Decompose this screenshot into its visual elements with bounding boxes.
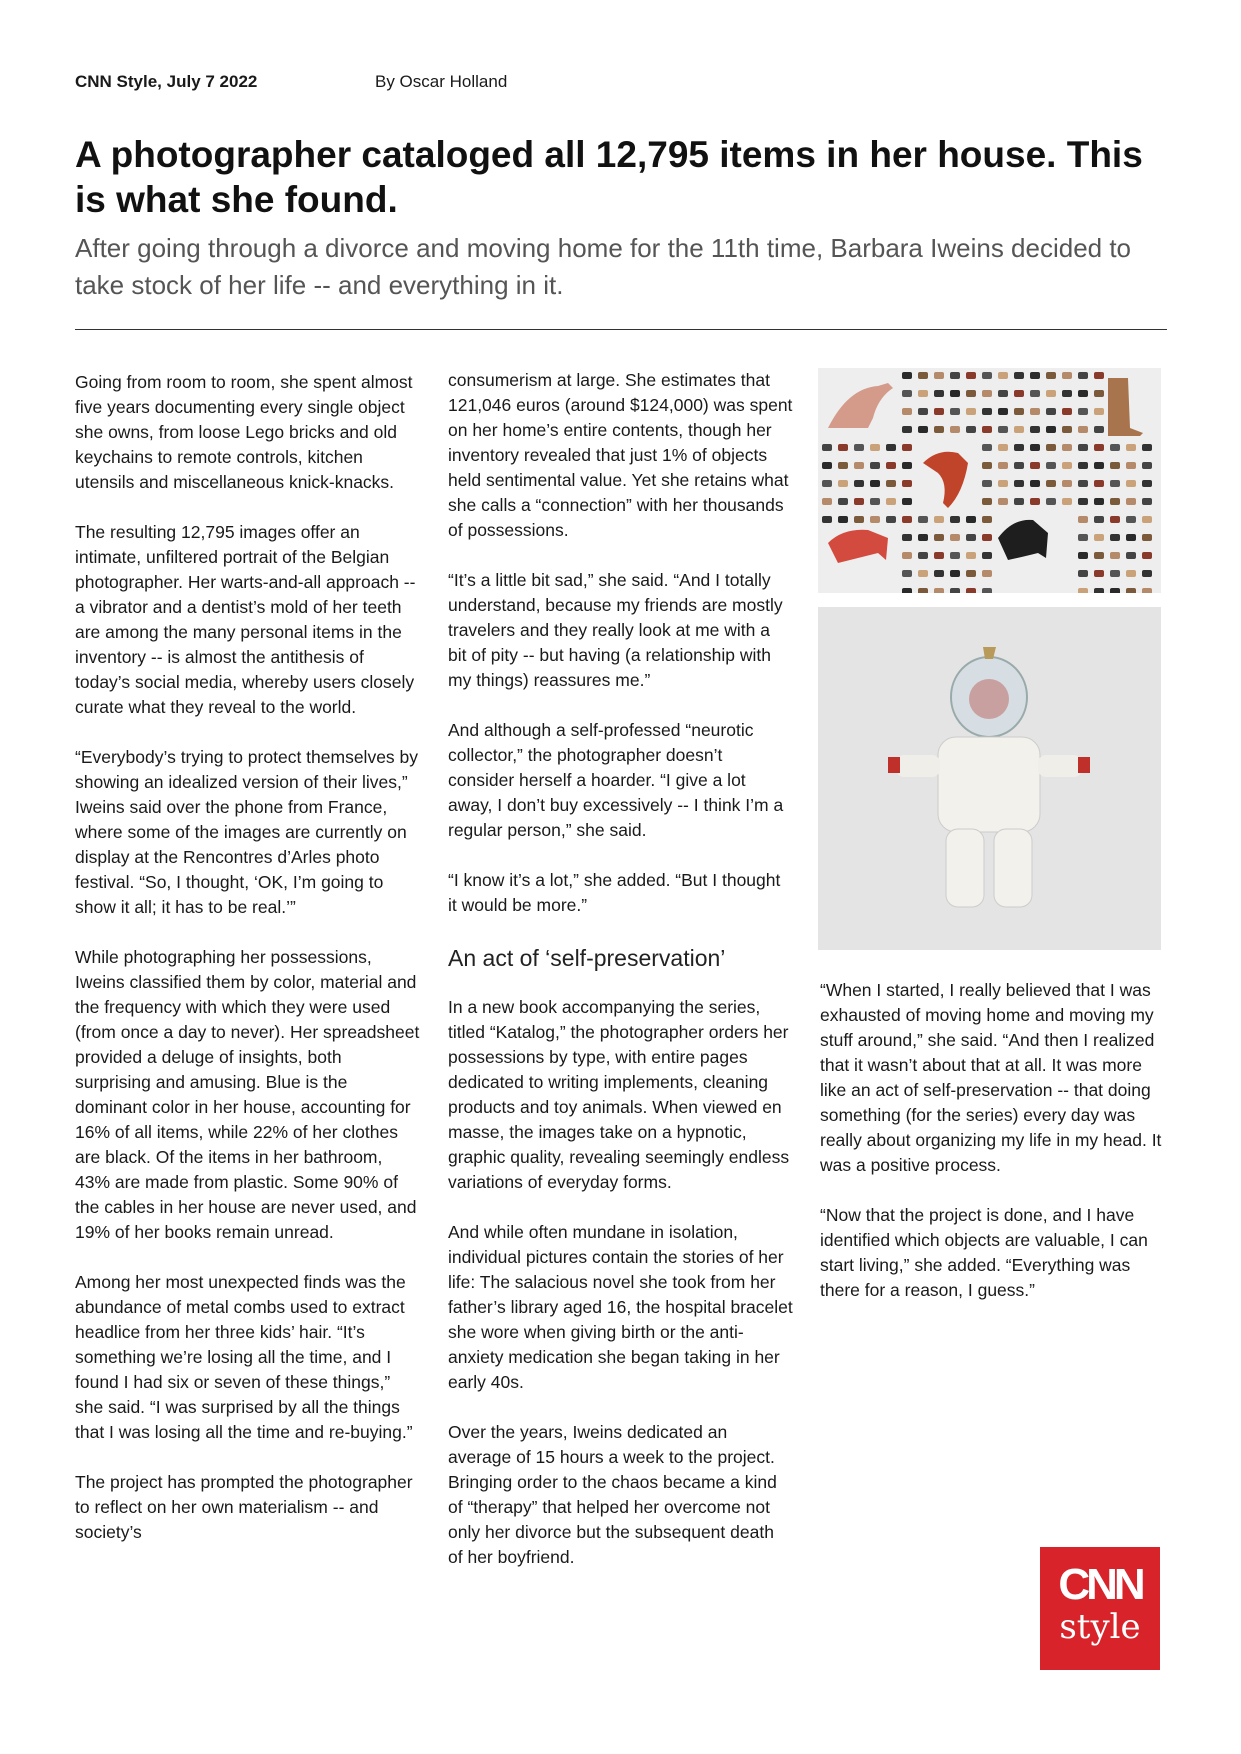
shoe-thumbnail xyxy=(870,516,880,523)
shoe-thumbnail xyxy=(982,444,992,451)
shoe-thumbnail xyxy=(1062,444,1072,451)
shoe-thumbnail xyxy=(1126,462,1136,469)
shoe-thumbnail xyxy=(1046,444,1056,451)
shoe-thumbnail xyxy=(950,534,960,541)
shoe-thumbnail xyxy=(1062,408,1072,415)
shoe-thumbnail xyxy=(1046,372,1056,379)
shoe-thumbnail xyxy=(950,570,960,577)
shoe-thumbnail xyxy=(854,480,864,487)
shoe-thumbnail xyxy=(838,498,848,505)
shoe-thumbnail xyxy=(1110,570,1120,577)
shoe-thumbnail xyxy=(1078,552,1088,559)
shoe-thumbnail xyxy=(950,372,960,379)
shoe-thumbnail xyxy=(982,588,992,593)
shoe-thumbnail xyxy=(886,480,896,487)
shoe-thumbnail xyxy=(982,480,992,487)
shoe-thumbnail xyxy=(1094,552,1104,559)
shoe-thumbnail xyxy=(934,426,944,433)
headline: A photographer cataloged all 12,795 items in her house. This is what she found. xyxy=(75,134,1143,220)
shoe-thumbnail xyxy=(1030,390,1040,397)
shoe-thumbnail xyxy=(1014,390,1024,397)
publication-date: CNN Style, July 7 2022 xyxy=(75,72,258,91)
shoe-thumbnail xyxy=(838,480,848,487)
shoe-thumbnail xyxy=(1110,498,1120,505)
shoe-thumbnail xyxy=(886,444,896,451)
shoe-thumbnail xyxy=(918,570,928,577)
shoe-thumbnail xyxy=(918,588,928,593)
shoe-thumbnail xyxy=(1030,462,1040,469)
shoe-thumbnail xyxy=(934,588,944,593)
shoe-thumbnail xyxy=(1014,426,1024,433)
paragraph: While photographing her possessions, Iweins classified them by color, material and the frequency with which they were used (from once a day to never). Her spreadsheet provided a deluge of insights, both surprising and amusing. Blue is the dominant color in her house, accounting for 16% of all items, while 22% of her clothes are black. Of the items in her bathroom, 43% are made from plastic. Some 90% of the cables in her house are never used, and 19% of her books remain unread. xyxy=(75,947,420,1242)
shoe-thumbnail xyxy=(982,498,992,505)
shoe-thumbnail xyxy=(1142,480,1152,487)
shoe-thumbnail xyxy=(966,552,976,559)
cnn-style-logo xyxy=(1040,1547,1160,1670)
shoe-thumbnail xyxy=(1094,480,1104,487)
shoe-thumbnail xyxy=(1094,426,1104,433)
shoe-thumbnail xyxy=(870,462,880,469)
shoe-thumbnail xyxy=(1078,426,1088,433)
shoe-thumbnail xyxy=(1126,444,1136,451)
shoe-thumbnail xyxy=(998,462,1008,469)
shoe-thumbnail xyxy=(1126,498,1136,505)
shoe-thumbnail xyxy=(854,516,864,523)
shoe-thumbnail xyxy=(902,426,912,433)
shoe-thumbnail xyxy=(902,516,912,523)
paragraph: “I know it’s a lot,” she added. “But I thought it would be more.” xyxy=(448,870,781,915)
shoe-thumbnail xyxy=(950,516,960,523)
shoe-thumbnail xyxy=(966,588,976,593)
divider xyxy=(75,329,1167,330)
shoe-thumbnail xyxy=(1030,444,1040,451)
shoe-thumbnail xyxy=(1110,516,1120,523)
shoe-thumbnail xyxy=(838,462,848,469)
shoe-thumbnail xyxy=(1014,480,1024,487)
shoe-thumbnail xyxy=(1126,570,1136,577)
shoe-thumbnail xyxy=(1094,498,1104,505)
shoe-thumbnail xyxy=(966,408,976,415)
shoe-thumbnail xyxy=(902,408,912,415)
shoe-thumbnail xyxy=(982,426,992,433)
paragraph: “Everybody’s trying to protect themselves by showing an idealized version of their lives,” Iweins said over the phone from France, where some of the images are currently on display at the Rencontres d’Arles photo festival. “So, I thought, ‘OK, I’m going to show it all; it has to be real.’” xyxy=(75,747,419,917)
shoe-thumbnail xyxy=(934,408,944,415)
shoe-thumbnail xyxy=(1078,570,1088,577)
paragraph: Among her most unexpected finds was the abundance of metal combs used to extract headlice from her three kids’ hair. “It’s something we’re losing all the time, and I found I had six or seven of these things,” she said. “I was surprised by all the things that I was losing all the time and re-buying.” xyxy=(75,1272,413,1442)
shoe-thumbnail xyxy=(950,588,960,593)
shoe-thumbnail xyxy=(1046,390,1056,397)
shoe-thumbnail xyxy=(966,534,976,541)
toy-robot-photo xyxy=(818,607,1161,950)
shoe-thumbnail xyxy=(998,372,1008,379)
shoe-thumbnail xyxy=(998,498,1008,505)
shoe-thumbnail xyxy=(1078,390,1088,397)
shoe-thumbnail xyxy=(1014,372,1024,379)
shoe-thumbnail xyxy=(822,480,832,487)
shoe-thumbnail xyxy=(998,390,1008,397)
shoe-thumbnail xyxy=(1110,552,1120,559)
shoe-thumbnail xyxy=(902,390,912,397)
shoe-thumbnail xyxy=(838,516,848,523)
shoe-thumbnail xyxy=(1094,516,1104,523)
shoe-thumbnail xyxy=(1062,462,1072,469)
shoe-thumbnail xyxy=(1030,408,1040,415)
shoe-thumbnail xyxy=(1110,462,1120,469)
shoe-thumbnail xyxy=(870,498,880,505)
shoe-thumbnail xyxy=(966,426,976,433)
shoe-thumbnail xyxy=(902,372,912,379)
paragraph: In a new book accompanying the series, titled “Katalog,” the photographer orders her possessions by type, with entire pages dedicated to writing implements, cleaning products and toy animals. When viewed en masse, the images take on a hypnotic, graphic quality, revealing seemingly endless variations of everyday forms. xyxy=(448,997,790,1192)
shoe-thumbnail xyxy=(1126,552,1136,559)
shoe-thumbnail xyxy=(998,480,1008,487)
shoe-thumbnail xyxy=(1094,534,1104,541)
shoe-thumbnail xyxy=(918,408,928,415)
shoe-thumbnail xyxy=(870,480,880,487)
shoe-thumbnail xyxy=(902,444,912,451)
shoe-thumbnail xyxy=(1094,390,1104,397)
shoe-thumbnail xyxy=(902,498,912,505)
shoe-thumbnail xyxy=(934,552,944,559)
shoe-thumbnail xyxy=(1142,444,1152,451)
shoe-thumbnail xyxy=(1078,516,1088,523)
shoe-thumbnail xyxy=(1126,588,1136,593)
shoe-thumbnail xyxy=(854,498,864,505)
shoe-thumbnail xyxy=(1046,498,1056,505)
shoe-thumbnail xyxy=(854,462,864,469)
shoe-thumbnail xyxy=(998,408,1008,415)
paragraph: Over the years, Iweins dedicated an average of 15 hours a week to the project. Bringing order to the chaos became a kind of “therapy” that helped her overcome not only her divorce but the subsequent death of her boyfriend. xyxy=(448,1422,777,1567)
shoe-grid-photo xyxy=(818,368,1161,593)
shoe-thumbnail xyxy=(950,408,960,415)
paragraph: “When I started, I really believed that I was exhausted of moving home and moving my stuff around,” she said. “And then I realized that it wasn’t about that at all. It was more like an act of self-preservation -- that doing something (for the series) every day was really about organizing my life in my head. It was a positive process. xyxy=(820,980,1162,1175)
shoe-thumbnail xyxy=(1142,588,1152,593)
shoe-thumbnail xyxy=(982,552,992,559)
shoe-thumbnail xyxy=(1014,498,1024,505)
shoe-thumbnail xyxy=(1094,372,1104,379)
shoe-thumbnail xyxy=(886,498,896,505)
shoe-thumbnail xyxy=(918,552,928,559)
shoe-thumbnail xyxy=(966,390,976,397)
shoe-thumbnail xyxy=(918,390,928,397)
shoe-thumbnail xyxy=(870,444,880,451)
shoe-thumbnail xyxy=(1126,480,1136,487)
shoe-thumbnail xyxy=(822,498,832,505)
paragraph: consumerism at large. She estimates that 121,046 euros (around $124,000) was spent on her home’s entire contents, though her inventory revealed that just 1% of objects held sentimental value. Yet she retains what she calls a “connection” with her thousands of possessions. xyxy=(448,370,793,540)
article-column-3 xyxy=(820,978,1165,1328)
shoe-thumbnail xyxy=(822,444,832,451)
shoe-thumbnail xyxy=(1142,570,1152,577)
paragraph: Going from room to room, she spent almost five years documenting every single object she owns, from loose Lego bricks and old keychains to remote controls, kitchen utensils and miscellaneous knick-knacks. xyxy=(75,372,413,492)
paragraph: “Now that the project is done, and I have identified which objects are valuable, I can start living,” she added. “Everything was there for a reason, I guess.” xyxy=(820,1205,1148,1300)
shoe-thumbnail xyxy=(1046,408,1056,415)
article-column-1 xyxy=(75,370,420,1570)
shoe-thumbnail xyxy=(902,480,912,487)
shoe-thumbnail xyxy=(854,444,864,451)
shoe-thumbnail xyxy=(838,444,848,451)
shoe-thumbnail xyxy=(1142,498,1152,505)
shoe-thumbnail xyxy=(998,426,1008,433)
shoe-thumbnail xyxy=(822,516,832,523)
byline: By Oscar Holland xyxy=(375,72,508,91)
shoe-thumbnail xyxy=(1078,408,1088,415)
shoe-thumbnail xyxy=(1110,444,1120,451)
shoe-thumbnail xyxy=(1094,444,1104,451)
shoe-thumbnail xyxy=(886,462,896,469)
shoe-thumbnail xyxy=(982,390,992,397)
shoe-thumbnail xyxy=(982,408,992,415)
shoe-thumbnail xyxy=(902,534,912,541)
shoe-thumbnail xyxy=(1110,588,1120,593)
shoe-thumbnail xyxy=(1142,516,1152,523)
shoe-thumbnail xyxy=(1062,426,1072,433)
shoe-thumbnail xyxy=(1030,498,1040,505)
shoe-thumbnail xyxy=(902,588,912,593)
shoe-thumbnail xyxy=(1030,480,1040,487)
shoe-thumbnail xyxy=(1062,390,1072,397)
shoe-thumbnail xyxy=(1014,408,1024,415)
shoe-thumbnail xyxy=(1046,480,1056,487)
toy-robot-illustration xyxy=(818,607,1161,950)
shoe-thumbnail xyxy=(934,534,944,541)
logo-cnn-text: CNN xyxy=(1058,1560,1142,1609)
shoe-thumbnail xyxy=(1078,588,1088,593)
shoe-thumbnail xyxy=(1062,372,1072,379)
shoe-thumbnail xyxy=(950,552,960,559)
shoe-thumbnail xyxy=(1110,534,1120,541)
shoe-thumbnail xyxy=(918,516,928,523)
shoe-thumbnail xyxy=(966,516,976,523)
shoe-thumbnail xyxy=(1046,426,1056,433)
shoe-thumbnail xyxy=(902,552,912,559)
subheading: An act of ‘self-preservation’ xyxy=(448,945,726,971)
paragraph: “It’s a little bit sad,” she said. “And I totally understand, because my friends are mostly travelers and they really look at me with a bit of pity -- but having (a relationship with my things) reassures me.” xyxy=(448,570,783,690)
shoe-grid-illustration xyxy=(818,368,1161,593)
article-column-2 xyxy=(448,368,793,1595)
shoe-thumbnail xyxy=(886,516,896,523)
shoe-thumbnail xyxy=(918,372,928,379)
shoe-thumbnail xyxy=(1142,552,1152,559)
shoe-thumbnail xyxy=(934,570,944,577)
shoe-thumbnail xyxy=(950,426,960,433)
shoe-thumbnail xyxy=(982,516,992,523)
shoe-thumbnail xyxy=(1030,426,1040,433)
logo-style-text: style xyxy=(1059,1607,1141,1647)
shoe-thumbnail xyxy=(950,390,960,397)
shoe-thumbnail xyxy=(918,426,928,433)
shoe-thumbnail xyxy=(966,372,976,379)
shoe-thumbnail xyxy=(1094,570,1104,577)
shoe-thumbnail xyxy=(982,462,992,469)
shoe-thumbnail xyxy=(934,390,944,397)
paragraph: The project has prompted the photographer to reflect on her own materialism -- and society’s xyxy=(75,1472,413,1542)
shoe-thumbnail xyxy=(1062,498,1072,505)
shoe-thumbnail xyxy=(902,462,912,469)
shoe-thumbnail xyxy=(1094,462,1104,469)
shoe-thumbnail xyxy=(1078,372,1088,379)
shoe-thumbnail xyxy=(1078,480,1088,487)
shoe-thumbnail xyxy=(982,570,992,577)
shoe-thumbnail xyxy=(982,534,992,541)
shoe-thumbnail xyxy=(982,372,992,379)
shoe-thumbnail xyxy=(1094,408,1104,415)
shoe-thumbnail xyxy=(934,372,944,379)
shoe-thumbnail xyxy=(1030,372,1040,379)
shoe-thumbnail xyxy=(1094,588,1104,593)
shoe-thumbnail xyxy=(1110,480,1120,487)
shoe-thumbnail xyxy=(1014,462,1024,469)
shoe-thumbnail xyxy=(1062,480,1072,487)
shoe-thumbnail xyxy=(1142,534,1152,541)
shoe-thumbnail xyxy=(902,570,912,577)
shoe-thumbnail xyxy=(998,444,1008,451)
shoe-thumbnail xyxy=(1078,534,1088,541)
shoe-thumbnail xyxy=(1078,444,1088,451)
shoe-thumbnail xyxy=(822,462,832,469)
paragraph: And although a self-professed “neurotic collector,” the photographer doesn’t consider herself a hoarder. “I give a lot away, I don’t buy excessively -- I think I’m a regular person,” she said. xyxy=(448,720,784,840)
dek: After going through a divorce and moving home for the 11th time, Barbara Iweins decided to take stock of her life -- and everything in it. xyxy=(75,233,1132,300)
header-meta xyxy=(75,72,508,92)
shoe-thumbnail xyxy=(918,534,928,541)
shoe-thumbnail xyxy=(1142,462,1152,469)
shoe-thumbnail xyxy=(966,570,976,577)
shoe-thumbnail xyxy=(1078,462,1088,469)
shoe-thumbnail xyxy=(1126,516,1136,523)
paragraph: The resulting 12,795 images offer an intimate, unfiltered portrait of the Belgian photographer. Her warts-and-all approach -- a vibrator and a dentist’s mold of her teeth are among the many personal items in the inventory -- is almost the antithesis of today’s social media, whereby users closely curate what they reveal to the world. xyxy=(75,522,416,717)
shoe-thumbnail xyxy=(1014,444,1024,451)
shoe-thumbnail xyxy=(934,516,944,523)
shoe-thumbnail xyxy=(1046,462,1056,469)
paragraph: And while often mundane in isolation, individual pictures contain the stories of her life: The salacious novel she took from her father’s library aged 16, the hospital bracelet she wore when giving birth or the anti-anxiety medication she began taking in her early 40s. xyxy=(448,1222,793,1392)
shoe-thumbnail xyxy=(1078,498,1088,505)
shoe-thumbnail xyxy=(1126,534,1136,541)
